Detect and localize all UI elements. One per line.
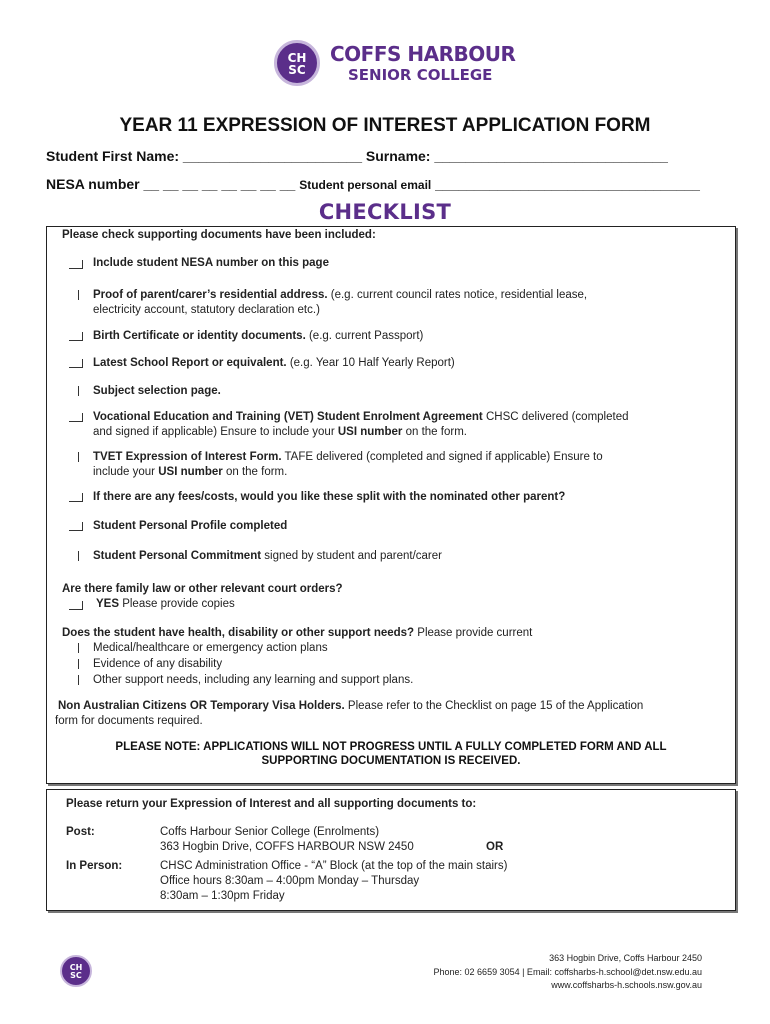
visa-bold: Non Australian Citizens OR Temporary Visa Holders. xyxy=(58,700,345,712)
usi-number-text: USI number xyxy=(337,425,403,438)
visa-holders-note-line2: form for documents required. xyxy=(55,715,203,727)
item-rest: (e.g. Year 10 Half Yearly Report) xyxy=(286,357,455,369)
footer-phone-email[interactable]: Phone: 02 6659 3054 | Email: coffsharbs-h.school@det.nsw.edu.au xyxy=(433,966,702,977)
checklist-item-residential xyxy=(93,288,713,317)
first-name-label: Student First Name: xyxy=(46,148,180,164)
item-line2-end: on the form. xyxy=(222,465,288,478)
checkbox-vet[interactable] xyxy=(72,413,83,422)
item-bold: Student Personal Profile completed xyxy=(93,520,288,532)
warning-line2: SUPPORTING DOCUMENTATION IS RECEIVED. xyxy=(261,755,521,767)
checkbox-medical-plans[interactable] xyxy=(78,643,79,653)
support-item-other: Other support needs, including any learning and support plans. xyxy=(93,674,414,686)
in-person-line1: CHSC Administration Office - “A” Block (at the top of the main stairs) xyxy=(160,860,508,872)
item-rest: TAFE delivered (completed and signed if applicable) Ensure to xyxy=(281,451,603,463)
email-label: Student personal email xyxy=(299,178,432,192)
surname-label: Surname: xyxy=(365,148,431,164)
item-bold: Subject selection page. xyxy=(93,385,221,397)
checklist-title: CHECKLIST xyxy=(318,200,452,224)
family-law-yes-note: Please provide copies xyxy=(119,598,235,610)
item-bold: Vocational Education and Training (VET) Student Enrolment Agreement xyxy=(93,411,483,423)
surname-blank[interactable]: ______________________________ xyxy=(434,148,668,164)
checkbox-subject-selection[interactable] xyxy=(78,386,79,396)
post-line2: 363 Hogbin Drive, COFFS HARBOUR NSW 2450 xyxy=(160,841,414,853)
post-label: Post: xyxy=(66,826,95,838)
checkbox-fees-split[interactable] xyxy=(72,493,83,502)
checklist-item-nesa xyxy=(93,256,329,271)
support-q-bold: Does the student have health, disability or other support needs? xyxy=(62,627,415,639)
warning-line1: PLEASE NOTE: APPLICATIONS WILL NOT PROGRESS UNTIL A FULLY COMPLETED FORM AND ALL xyxy=(115,741,667,753)
footer-website[interactable]: www.coffsharbs-h.schools.nsw.gov.au xyxy=(551,980,702,990)
checklist-item-vet xyxy=(93,410,713,439)
checkbox-personal-commitment[interactable] xyxy=(78,551,79,561)
item-bold: Proof of parent/carer’s residential address. xyxy=(93,289,328,301)
family-law-question: Are there family law or other relevant court orders? xyxy=(62,583,343,595)
support-needs-question xyxy=(62,626,532,641)
applications-warning xyxy=(46,740,736,768)
checkbox-residential[interactable] xyxy=(78,290,79,300)
or-label: OR xyxy=(486,841,504,853)
footer-badge-line2: SC xyxy=(70,971,82,980)
checklist-item-birth-certificate xyxy=(93,329,423,344)
item-bold: If there are any fees/costs, would you like these split with the nominated other parent? xyxy=(93,491,566,503)
footer-badge-line1: CH xyxy=(69,963,83,972)
in-person-line2: Office hours 8:30am – 4:00pm Monday – Thursday xyxy=(160,875,420,887)
return-heading: Please return your Expression of Interest and all supporting documents to: xyxy=(66,798,477,810)
nesa-label: NESA number xyxy=(46,176,140,192)
usi-number-text: USI number xyxy=(158,465,223,478)
visa-rest: Please refer to the Checklist on page 15 of the Application xyxy=(344,700,644,712)
checkbox-personal-profile[interactable] xyxy=(72,522,83,531)
email-blank[interactable]: __________________________________ xyxy=(435,176,700,192)
first-name-blank[interactable]: _______________________ xyxy=(182,148,362,164)
checkbox-family-law-yes[interactable] xyxy=(72,601,83,610)
item-rest: (e.g. current Passport) xyxy=(305,330,424,342)
item-bold: Latest School Report or equivalent. xyxy=(93,357,287,369)
school-name: COFFS HARBOUR xyxy=(330,42,516,66)
item-line2-end: on the form. xyxy=(402,425,467,438)
item-line2: electricity account, statutory declaration etc.) xyxy=(93,303,320,316)
checklist-item-tvet xyxy=(93,450,713,479)
item-bold: TVET Expression of Interest Form. xyxy=(93,451,282,463)
checklist-item-personal-commitment xyxy=(93,549,442,564)
family-law-yes-label: YES xyxy=(96,598,120,610)
logo-badge-line2: SC xyxy=(288,63,306,77)
in-person-label: In Person: xyxy=(66,860,123,872)
footer-logo-badge xyxy=(60,955,92,987)
in-person-line3: 8:30am – 1:30pm Friday xyxy=(160,890,285,902)
support-q-rest: Please provide current xyxy=(414,627,533,639)
nesa-blank[interactable]: __ __ __ __ __ __ __ __ xyxy=(143,176,296,192)
checkbox-birth-certificate[interactable] xyxy=(72,332,83,341)
checklist-item-fees-split xyxy=(93,490,565,505)
footer-address: 363 Hogbin Drive, Coffs Harbour 2450 xyxy=(549,953,702,963)
logo-badge-line1: CH xyxy=(287,51,307,65)
support-item-disability: Evidence of any disability xyxy=(93,658,223,670)
item-rest: CHSC delivered (completed xyxy=(482,411,629,423)
support-item-medical: Medical/healthcare or emergency action plans xyxy=(93,642,328,654)
checkbox-school-report[interactable] xyxy=(72,359,83,368)
checklist-item-subject-selection xyxy=(93,384,221,399)
school-logo-badge xyxy=(274,40,320,86)
checklist-item-personal-profile xyxy=(93,519,287,534)
footer-contact-block xyxy=(434,952,702,993)
family-law-yes-row xyxy=(96,597,235,612)
post-line1: Coffs Harbour Senior College (Enrolments) xyxy=(160,826,380,838)
item-line2: include your xyxy=(93,465,159,478)
item-bold: Include student NESA number on this page xyxy=(93,257,329,269)
checkbox-tvet[interactable] xyxy=(78,452,79,462)
checkbox-nesa[interactable] xyxy=(72,260,83,269)
item-line2: and signed if applicable) Ensure to include your xyxy=(93,425,338,438)
checklist-intro: Please check supporting documents have been included: xyxy=(62,229,376,241)
item-rest: signed by student and parent/carer xyxy=(261,550,442,562)
nesa-fields-row xyxy=(46,176,700,192)
school-subtitle: SENIOR COLLEGE xyxy=(348,66,493,84)
checkbox-other-support[interactable] xyxy=(78,675,79,685)
checklist-item-school-report xyxy=(93,356,455,371)
form-title: YEAR 11 EXPRESSION OF INTEREST APPLICATION FORM xyxy=(119,115,651,136)
name-fields-row xyxy=(46,148,668,164)
item-rest: (e.g. current council rates notice, residential lease, xyxy=(327,289,588,301)
item-bold: Birth Certificate or identity documents. xyxy=(93,330,306,342)
item-bold: Student Personal Commitment xyxy=(93,550,262,562)
visa-holders-note xyxy=(58,699,723,714)
checkbox-disability-evidence[interactable] xyxy=(78,659,79,669)
